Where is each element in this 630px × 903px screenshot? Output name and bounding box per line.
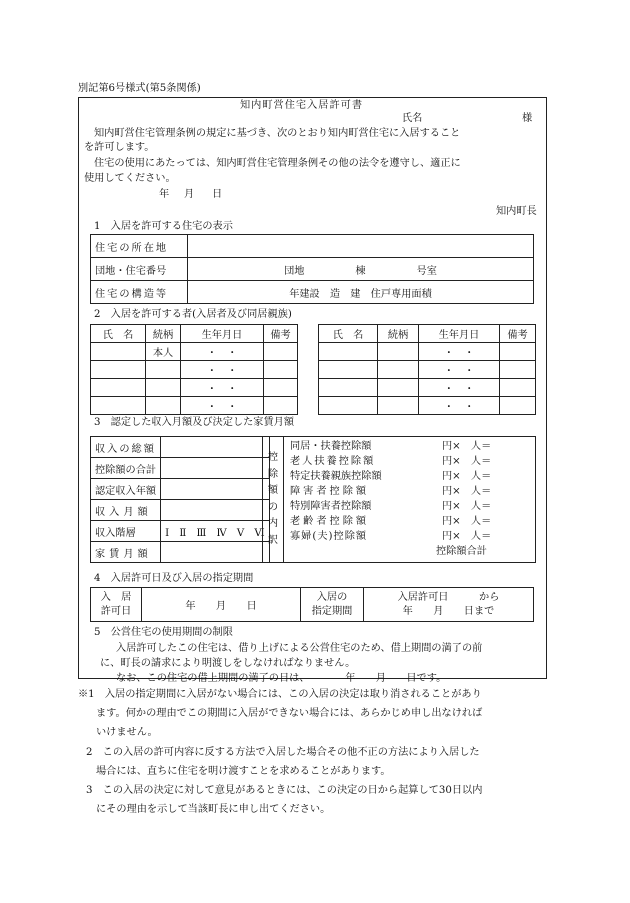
deduction-list	[284, 437, 536, 563]
deduction-label: 特別障害者控除額	[290, 501, 372, 512]
deduction-value: 円× 人＝	[442, 441, 492, 452]
member-note	[500, 397, 536, 415]
table-row	[91, 379, 298, 397]
member-birth: ・ ・	[419, 343, 500, 361]
housing-table	[90, 234, 534, 304]
member-name	[319, 379, 378, 397]
note-line: ※1 入居の指定期間に入居がない場合には、この入居の決定は取り消されることがあり	[78, 689, 482, 700]
member-note	[500, 343, 536, 361]
deduction-value: 円× 人＝	[442, 501, 492, 512]
deduction-value: 円× 人＝	[442, 516, 492, 527]
table-row	[319, 361, 536, 379]
intro-line: 住宅の使用にあたっては、知内町営住宅管理条例その他の法令を遵守し、適正に	[94, 158, 461, 169]
housing-row	[91, 235, 534, 258]
col-relation-header: 続柄	[378, 325, 419, 343]
note-line: いけません。	[96, 727, 158, 738]
col-note-header: 備考	[264, 325, 298, 343]
member-note	[264, 361, 298, 379]
member-relation	[146, 361, 181, 379]
member-note	[264, 379, 298, 397]
section5-line: なお、この住宅の借上期間の満了の日は、 年 月 日です。	[116, 673, 447, 684]
note-line: 3 この入居の決定に対して意見があるときには、この決定の日から起算して30日以内	[86, 785, 483, 796]
deduction-value: 円× 人＝	[442, 486, 492, 497]
income-table	[90, 436, 270, 563]
date-day: 日	[212, 189, 223, 200]
member-relation	[378, 343, 419, 361]
date-year: 年	[159, 189, 170, 200]
section1-heading: 1 入居を許可する住宅の表示	[94, 221, 233, 232]
housing-value	[188, 235, 534, 258]
table-row	[319, 397, 536, 415]
member-name	[91, 343, 146, 361]
deduction-table	[262, 436, 536, 563]
page-title: 知内町営住宅入居許可書	[240, 100, 364, 111]
col-birth-header: 生年月日	[419, 325, 500, 343]
member-relation: 本人	[146, 343, 181, 361]
member-birth: ・ ・	[181, 379, 264, 397]
deduction-label: 寡婦(夫)控除額	[290, 531, 368, 542]
member-name	[91, 397, 146, 415]
member-birth: ・ ・	[419, 361, 500, 379]
table-row	[91, 343, 298, 361]
member-relation	[146, 379, 181, 397]
income-label: 収入の総額	[91, 437, 161, 458]
col-name-header: 氏 名	[91, 325, 146, 343]
income-label: 控除額の合計	[91, 458, 161, 479]
deduction-label: 同居・扶養控除額	[290, 441, 372, 452]
deduction-total: 控除額合計	[436, 546, 487, 557]
housing-row	[91, 281, 534, 304]
col-birth-header: 生年月日	[181, 325, 264, 343]
note-line: ます。何かの理由でこの期間に入居ができない場合には、あらかじめ申し出なければ	[96, 708, 483, 719]
member-name	[319, 397, 378, 415]
section5-line: 入居許可したこの住宅は、借り上げによる公営住宅のため、借上期間の満了の前	[116, 643, 483, 654]
period-value: 入居許可日 から 年 月 日まで	[364, 588, 534, 622]
intro-line: を許可します。	[84, 142, 155, 153]
income-tiers: Ⅰ Ⅱ Ⅲ Ⅳ Ⅴ Ⅵ	[161, 521, 270, 542]
household-table-right	[318, 324, 536, 415]
table-row	[91, 361, 298, 379]
deduction-breakdown-label: 控 除 額 の 内 訳	[263, 437, 284, 563]
note-line: 場合には、直ちに住宅を明け渡すことを求めることがあります。	[96, 766, 391, 777]
member-name	[319, 343, 378, 361]
member-note	[500, 361, 536, 379]
addressee-honorific: 様	[522, 113, 533, 124]
section5-line: に、町長の請求により明渡しをしなければなりません。	[100, 658, 356, 669]
section4-heading: 4 入居許可日及び入居の指定期間	[94, 573, 254, 584]
table-row	[319, 379, 536, 397]
table-row	[319, 343, 536, 361]
table-row	[91, 397, 298, 415]
member-note	[264, 343, 298, 361]
member-name	[319, 361, 378, 379]
deduction-value: 円× 人＝	[442, 531, 492, 542]
member-note	[500, 379, 536, 397]
section3-heading: 3 認定した収入月額及び決定した家賃月額	[94, 417, 295, 428]
deduction-label: 障害者控除額	[290, 486, 370, 497]
col-relation-header: 続柄	[146, 325, 181, 343]
permit-date-value: 年 月 日	[142, 588, 301, 622]
member-relation	[378, 361, 419, 379]
housing-label: 住宅の構造等	[91, 281, 188, 304]
note-line: にその理由を示して当該町長に申し出てください。	[96, 804, 331, 815]
deduction-value: 円× 人＝	[442, 456, 492, 467]
housing-label: 住宅の所在地	[91, 235, 188, 258]
col-note-header: 備考	[500, 325, 536, 343]
period-table	[90, 587, 534, 622]
form-label: 別記第6号様式(第5条関係)	[78, 83, 201, 94]
permit-date-label: 入 居 許可日	[91, 588, 142, 622]
housing-row	[91, 258, 534, 281]
intro-line: 使用してください。	[84, 173, 176, 184]
deduction-label: 老齢者控除額	[290, 516, 370, 527]
income-label: 家賃月額	[91, 542, 161, 563]
member-relation	[378, 397, 419, 415]
income-label: 収入階層	[91, 521, 161, 542]
member-birth: ・ ・	[181, 361, 264, 379]
housing-value: 年建設 造 建 住戸専用面積	[188, 281, 534, 304]
income-label: 収入月額	[91, 500, 161, 521]
section2-heading: 2 入居を許可する者(入居者及び同居親族)	[94, 309, 292, 320]
note-line: 2 この入居の許可内容に反する方法で入居した場合その他不正の方法により入居した	[86, 747, 480, 758]
intro-line: 知内町営住宅管理条例の規定に基づき、次のとおり知内町営住宅に入居すること	[94, 128, 461, 139]
member-birth: ・ ・	[419, 379, 500, 397]
deduction-value: 円× 人＝	[442, 471, 492, 482]
member-birth: ・ ・	[181, 343, 264, 361]
member-note	[264, 397, 298, 415]
date-month: 月	[184, 189, 195, 200]
section5-heading: 5 公営住宅の使用期間の制限	[94, 627, 233, 638]
col-name-header: 氏 名	[319, 325, 378, 343]
member-birth: ・ ・	[181, 397, 264, 415]
member-birth: ・ ・	[419, 397, 500, 415]
member-relation	[146, 397, 181, 415]
household-table-left	[90, 324, 298, 415]
member-name	[91, 361, 146, 379]
income-label: 認定収入年額	[91, 479, 161, 500]
deduction-label: 老人扶養控除額	[290, 456, 376, 467]
housing-label: 団地・住宅番号	[91, 258, 188, 281]
issuer: 知内町長	[496, 206, 537, 217]
member-name	[91, 379, 146, 397]
deduction-label: 特定扶養親族控除額	[290, 471, 382, 482]
housing-value: 団地 棟 号室	[188, 258, 534, 281]
member-relation	[378, 379, 419, 397]
addressee-name-label: 氏名	[402, 113, 423, 124]
period-label: 入居の 指定期間	[301, 588, 364, 622]
